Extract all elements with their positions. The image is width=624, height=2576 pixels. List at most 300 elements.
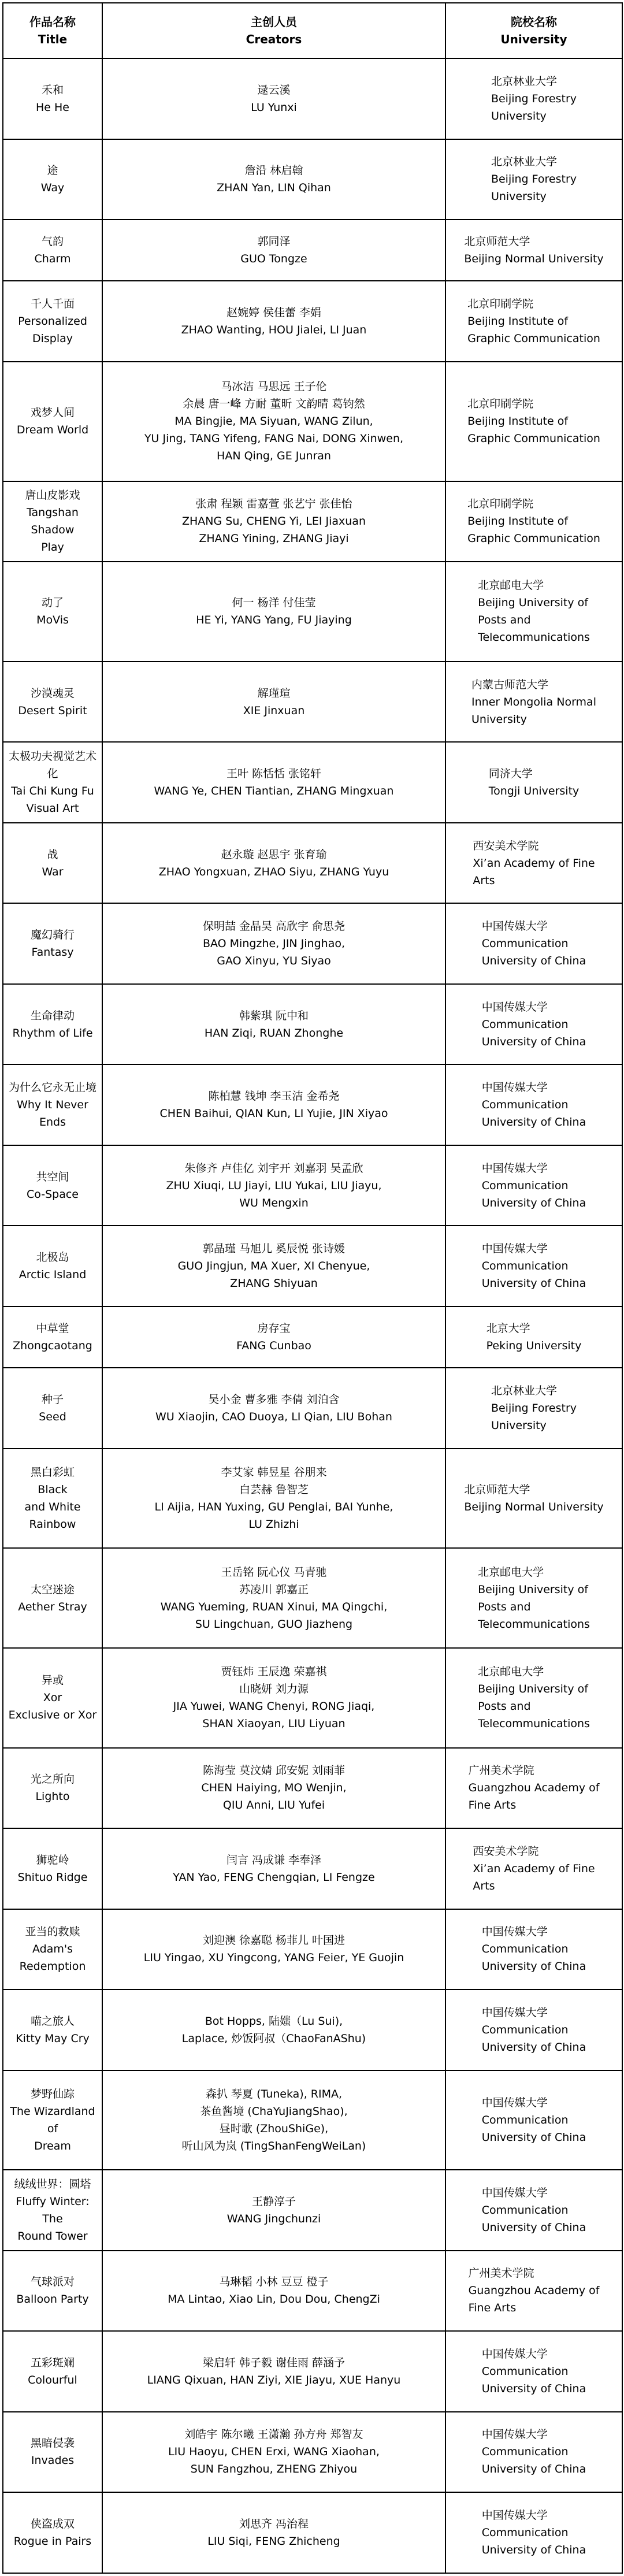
university-line: 北京印刷学院 — [467, 298, 534, 311]
creators-line: 马冰洁 马思远 王子伦 — [221, 380, 327, 394]
university-cell — [445, 281, 622, 362]
creators-line: ZHANG Shiyuan — [230, 1277, 318, 1290]
university-text — [464, 233, 603, 268]
table-row — [3, 823, 622, 904]
creators-line: 山晓妍 刘力源 — [239, 1683, 309, 1696]
title-line: Xor — [43, 1691, 62, 1705]
university-line: University — [491, 109, 547, 123]
creators-text — [106, 1391, 441, 1426]
university-text — [478, 1663, 590, 1732]
table-row — [3, 1748, 622, 1829]
title-line: 中草堂 — [36, 1322, 69, 1335]
creators-cell — [102, 2251, 445, 2332]
university-line: University of China — [481, 1035, 586, 1048]
title-cell — [3, 1064, 102, 1145]
university-line: Beijing Forestry — [491, 92, 577, 105]
creators-text — [106, 1464, 441, 1533]
creators-cell — [102, 662, 445, 743]
title-cell — [3, 2170, 102, 2251]
creators-line: WU Xiaojin, CAO Duoya, LI Qian, LIU Bohan — [155, 1410, 392, 1423]
header-title-cell — [3, 3, 102, 58]
university-cell — [445, 1306, 622, 1368]
university-cell — [445, 481, 622, 562]
university-line: 北京林业大学 — [491, 155, 557, 169]
creators-line: LU Yunxi — [251, 101, 297, 114]
creators-line: LIU Haoyu, CHEN Erxi, WANG Xiaohan, — [168, 2445, 380, 2459]
title-cell — [3, 2492, 102, 2573]
university-line: 中国传媒大学 — [481, 2186, 548, 2199]
table-row — [3, 281, 622, 362]
title-text — [7, 81, 98, 116]
creators-line: 陈海莹 莫汶婧 邱安妮 刘雨菲 — [202, 1764, 346, 1777]
table-row — [3, 1989, 622, 2070]
creators-line: 房存宝 — [257, 1322, 291, 1335]
title-cell — [3, 362, 102, 481]
title-line: 动了 — [41, 596, 64, 610]
title-text — [7, 1464, 98, 1533]
university-line: Communication — [481, 1260, 569, 1273]
works-table-body — [3, 58, 622, 2573]
table-row — [3, 1548, 622, 1648]
title-cell — [3, 1548, 102, 1648]
creators-text — [106, 1240, 441, 1292]
title-line: 太极功夫视觉艺术化 — [8, 750, 96, 781]
university-line: 中国传媒大学 — [481, 2096, 548, 2109]
university-cell — [445, 984, 622, 1065]
creators-line: ZHAO Wanting, HOU Jialei, LI Juan — [181, 324, 367, 337]
university-line: Arts — [473, 874, 495, 887]
creators-cell — [102, 1989, 445, 2070]
creators-text — [106, 2426, 441, 2478]
title-cell — [3, 562, 102, 662]
university-line: University of China — [481, 955, 586, 968]
creators-cell — [102, 562, 445, 662]
university-line: 北京印刷学院 — [467, 498, 534, 511]
university-line: Arts — [473, 1879, 495, 1892]
creators-text — [106, 2273, 441, 2308]
title-line: 气球派对 — [30, 2276, 75, 2289]
creators-line: 赵永璇 赵思宇 张育瑜 — [221, 848, 327, 861]
title-cell — [3, 281, 102, 362]
university-cell — [445, 1989, 622, 2070]
title-line: Dream — [34, 2139, 71, 2152]
creators-text — [106, 304, 441, 339]
university-text — [473, 837, 595, 889]
title-text — [7, 1770, 98, 1805]
creators-line: ZHAN Yan, LIN Qihan — [217, 181, 331, 195]
university-line: 北京邮电大学 — [478, 579, 544, 592]
creators-line: 刘思齐 冯治程 — [239, 2518, 309, 2531]
title-cell — [3, 1909, 102, 1990]
title-text — [7, 2273, 98, 2308]
university-line: 中国传媒大学 — [481, 1081, 548, 1094]
university-line: University of China — [481, 1960, 586, 1973]
creators-line: HE Yi, YANG Yang, FU Jiaying — [196, 614, 352, 627]
title-text — [7, 748, 98, 817]
creators-line: 吴小金 曹多雅 李倩 刘泊含 — [208, 1393, 340, 1406]
title-text — [7, 2085, 98, 2155]
title-line: 种子 — [41, 1393, 64, 1406]
header-title-en: Title — [38, 32, 68, 46]
title-line: 绒绒世界：圆塔 — [14, 2177, 91, 2191]
university-line: Posts and — [478, 1700, 531, 1713]
creators-text — [106, 233, 441, 268]
creators-cell — [102, 220, 445, 281]
header-creators-zh: 主创人员 — [251, 15, 297, 29]
title-text — [7, 404, 98, 439]
creators-text — [106, 846, 441, 881]
university-text — [469, 1762, 600, 1814]
creators-cell — [102, 1648, 445, 1748]
title-text — [7, 1391, 98, 1426]
title-cell — [3, 1989, 102, 2070]
creators-cell — [102, 1748, 445, 1829]
table-row — [3, 1145, 622, 1226]
university-cell — [445, 562, 622, 662]
creators-line: HAN Ziqi, RUAN Zhonghe — [204, 1026, 344, 1040]
creators-cell — [102, 2170, 445, 2251]
university-text — [482, 918, 586, 970]
creators-cell — [102, 1145, 445, 1226]
creators-line: 朱修齐 卢佳亿 刘宇开 刘嘉羽 吴孟欣 — [184, 1161, 363, 1175]
title-line: Arctic Island — [18, 1268, 87, 1282]
title-line: 光之所向 — [30, 1773, 75, 1786]
title-text — [7, 846, 98, 881]
creators-line: LIU Siqi, FENG Zhicheng — [207, 2535, 340, 2548]
creators-line: 王静淳子 — [251, 2195, 296, 2208]
creators-line: LIANG Qixuan, HAN Ziyi, XIE Jiayu, XUE Hanyu — [147, 2373, 401, 2386]
table-row — [3, 1648, 622, 1748]
university-line: Communication — [481, 2526, 569, 2540]
university-line: Communication — [481, 1943, 569, 1956]
university-cell — [445, 2070, 622, 2170]
creators-line: MA Lintao, Xiao Lin, Dou Dou, ChengZi — [168, 2293, 380, 2306]
university-cell — [445, 1909, 622, 1990]
university-cell — [445, 1748, 622, 1829]
title-text — [7, 1249, 98, 1283]
title-line: 千人千面 — [30, 298, 75, 311]
creators-line: ZHANG Su, CHENG Yi, LEI Jiaxuan — [181, 515, 366, 528]
creators-line: 茶鱼酱境 (ChaYuJiangShao), — [200, 2104, 348, 2118]
creators-line: WANG Ye, CHEN Tiantian, ZHANG Mingxuan — [154, 785, 394, 798]
university-text — [478, 1564, 590, 1633]
university-line: Beijing Forestry — [491, 173, 577, 186]
table-row — [3, 662, 622, 743]
creators-cell — [102, 2492, 445, 2573]
creators-text — [106, 1762, 441, 1814]
creators-line: 闫言 冯成谦 李奉泽 — [226, 1853, 322, 1866]
title-line: 魔幻骑行 — [30, 929, 75, 942]
creators-text — [106, 1320, 441, 1354]
header-university-cell — [445, 3, 622, 58]
creators-text — [106, 378, 441, 465]
university-line: Peking University — [486, 1339, 582, 1352]
university-text — [482, 1240, 586, 1292]
title-line: 梦野仙踪 — [30, 2087, 75, 2100]
creators-line: 保明喆 金晶昊 高欣宇 俞思尧 — [202, 920, 346, 933]
university-text — [482, 1160, 586, 1212]
creators-text — [106, 594, 441, 629]
university-line: Telecommunications — [478, 1617, 590, 1631]
creators-line: 陈柏慧 钱坤 李玉洁 金希尧 — [208, 1090, 340, 1103]
university-cell — [445, 823, 622, 904]
title-line: 禾和 — [41, 83, 64, 96]
creators-line: WANG Yueming, RUAN Xinui, MA Qingchi, — [160, 1600, 388, 1613]
university-line: University — [491, 190, 547, 203]
creators-cell — [102, 2331, 445, 2412]
creators-line: WU Mengxin — [239, 1196, 309, 1209]
title-line: 亚当的救赎 — [25, 1925, 80, 1939]
title-line: Seed — [39, 1410, 66, 1423]
title-line: Co-Space — [27, 1187, 79, 1201]
title-cell — [3, 220, 102, 281]
creators-cell — [102, 1368, 445, 1449]
title-text — [7, 926, 98, 961]
title-cell — [3, 742, 102, 823]
university-text — [467, 295, 600, 347]
creators-cell — [102, 481, 445, 562]
university-line: Telecommunications — [478, 631, 590, 644]
university-line: 同济大学 — [488, 767, 533, 781]
university-line: Beijing Forestry — [491, 1401, 577, 1415]
title-line: Tangshan Shadow — [27, 506, 79, 537]
title-cell — [3, 903, 102, 984]
title-line: Invades — [31, 2454, 75, 2467]
table-row — [3, 903, 622, 984]
title-text — [7, 2434, 98, 2469]
university-text — [489, 765, 580, 800]
university-text — [482, 1079, 586, 1131]
header-title-zh: 作品名称 — [29, 15, 76, 29]
title-cell — [3, 1306, 102, 1368]
creators-text — [106, 2193, 441, 2228]
creators-line: ZHAO Yongxuan, ZHAO Siyu, ZHANG Yuyu — [158, 865, 389, 878]
creators-line: QIU Anni, LIU Yufei — [222, 1799, 325, 1812]
title-line: Rogue in Pairs — [13, 2535, 92, 2548]
creators-cell — [102, 1306, 445, 1368]
table-row — [3, 2170, 622, 2251]
creators-line: 王叶 陈恬恬 张铭轩 — [226, 767, 322, 781]
creators-cell — [102, 1064, 445, 1145]
creators-line: LI Aijia, HAN Yuxing, GU Penglai, BAI Yunhe, — [154, 1500, 393, 1513]
creators-cell — [102, 903, 445, 984]
university-text — [482, 2345, 586, 2397]
table-row — [3, 1828, 622, 1909]
creators-line: 解瑾瑄 — [257, 686, 291, 700]
title-line: Why It Never Ends — [17, 1098, 88, 1129]
creators-line: SUN Fangzhou, ZHENG Zhiyou — [190, 2463, 358, 2476]
creators-line: FANG Cunbao — [236, 1339, 311, 1352]
university-cell — [445, 1064, 622, 1145]
title-text — [7, 1851, 98, 1886]
university-text — [467, 495, 600, 547]
university-cell — [445, 2492, 622, 2573]
university-text — [482, 2004, 586, 2056]
creators-line: 郭晶瑾 马旭儿 奚辰悦 张诗媛 — [202, 1242, 346, 1256]
creators-line: 梁启轩 韩子毅 谢佳雨 薛涵予 — [202, 2356, 346, 2369]
title-line: Rhythm of Life — [12, 1026, 93, 1040]
title-line: 唐山皮影戏 — [25, 489, 80, 502]
title-line: Redemption — [19, 1960, 86, 1973]
university-line: Fine Arts — [468, 2302, 517, 2315]
title-line: Lighto — [35, 1790, 70, 1803]
table-row — [3, 2492, 622, 2573]
creators-cell — [102, 742, 445, 823]
title-line: Adam's — [32, 1943, 73, 1956]
title-line: Zhongcaotang — [13, 1339, 92, 1352]
university-line: 北京林业大学 — [491, 75, 557, 88]
header-creators-en: Creators — [246, 32, 302, 46]
table-row — [3, 1368, 622, 1449]
title-text — [7, 2354, 98, 2389]
title-text — [7, 594, 98, 629]
university-line: University of China — [481, 2382, 586, 2395]
table-row — [3, 1449, 622, 1549]
university-line: Inner Mongolia Normal — [471, 695, 596, 708]
university-cell — [445, 742, 622, 823]
title-cell — [3, 481, 102, 562]
title-cell — [3, 984, 102, 1065]
title-cell — [3, 58, 102, 139]
university-text — [491, 153, 577, 205]
university-line: Beijing University of — [478, 1683, 588, 1696]
university-text — [478, 577, 590, 646]
university-cell — [445, 362, 622, 481]
university-text — [486, 1320, 582, 1354]
creators-cell — [102, 1828, 445, 1909]
university-line: 西安美术学院 — [473, 1844, 539, 1858]
title-text — [7, 1168, 98, 1203]
creators-line: GUO Jingjun, MA Xuer, XI Chenyue, — [177, 1260, 370, 1273]
university-line: Communication — [481, 2203, 569, 2217]
title-line: 侠盗成双 — [30, 2518, 75, 2531]
creators-text — [106, 1160, 441, 1212]
title-line: 戏梦人间 — [30, 406, 75, 420]
title-line: 气韵 — [41, 235, 64, 248]
creators-text — [106, 918, 441, 970]
university-line: University of China — [481, 1196, 586, 1209]
header-university-zh: 院校名称 — [511, 15, 557, 29]
university-cell — [445, 1648, 622, 1748]
title-line: Play — [41, 541, 64, 554]
title-line: MoVis — [36, 614, 69, 627]
creators-line: JIA Yuwei, WANG Chenyi, RONG Jiaqi, — [173, 1700, 375, 1713]
creators-text — [106, 2013, 441, 2047]
title-line: The Wizardland of — [10, 2104, 95, 2135]
title-line: War — [42, 865, 64, 878]
creators-line: HAN Qing, GE Junran — [217, 450, 331, 463]
creators-line: 白芸赫 鲁智芝 — [239, 1483, 309, 1496]
university-line: 中国传媒大学 — [481, 2006, 548, 2019]
university-text — [482, 2094, 586, 2146]
creators-line: LIU Yingao, XU Yingcong, YANG Feier, YE Guojin — [143, 1951, 404, 1965]
title-line: Fantasy — [31, 946, 74, 959]
creators-line: 詹沿 林启翰 — [244, 164, 303, 177]
creators-line: 赵婉婷 侯佳蕾 李娟 — [226, 306, 322, 320]
university-line: Beijing Normal University — [464, 253, 604, 266]
creators-cell — [102, 2070, 445, 2170]
university-cell — [445, 139, 622, 220]
university-line: Graphic Communication — [467, 432, 600, 446]
university-cell — [445, 220, 622, 281]
title-line: 喵之旅人 — [30, 2014, 75, 2028]
creators-line: 何一 杨洋 付佳莹 — [232, 596, 316, 610]
title-line: Way — [40, 181, 65, 195]
title-line: and White Rainbow — [24, 1500, 81, 1531]
table-row — [3, 2412, 622, 2493]
university-text — [491, 73, 577, 125]
creators-line: 余晨 唐一峰 方耐 董昕 文韵晴 葛钧然 — [183, 398, 365, 411]
creators-cell — [102, 1226, 445, 1306]
table-row — [3, 1064, 622, 1145]
university-line: University of China — [481, 2544, 586, 2557]
creators-line: 刘迎澳 徐嘉聪 杨菲儿 叶国进 — [202, 1934, 346, 1947]
title-cell — [3, 1828, 102, 1909]
title-line: Personalized — [18, 315, 87, 328]
title-text — [7, 1923, 98, 1975]
university-line: 中国传媒大学 — [481, 920, 548, 933]
title-cell — [3, 662, 102, 743]
header-creators-cell — [102, 3, 445, 58]
university-line: Beijing Institute of — [467, 515, 569, 528]
title-text — [7, 487, 98, 556]
university-line: Xi’an Academy of Fine — [473, 1862, 595, 1875]
title-text — [7, 2013, 98, 2047]
creators-line: 昼时歌 (ZhouShiGe), — [219, 2122, 329, 2135]
creators-cell — [102, 362, 445, 481]
title-text — [7, 162, 98, 196]
university-line: Beijing Institute of — [467, 415, 569, 428]
header-university-en: University — [500, 32, 567, 46]
title-cell — [3, 1368, 102, 1449]
university-line: 中国传媒大学 — [481, 1242, 548, 1256]
table-row — [3, 362, 622, 481]
creators-line: YU Jing, TANG Yifeng, FANG Nai, DONG Xinwen, — [144, 432, 404, 446]
creators-line: SU Lingchuan, GUO Jiazheng — [195, 1617, 353, 1631]
university-line: Communication — [481, 2023, 569, 2036]
university-cell — [445, 1368, 622, 1449]
university-line: Posts and — [478, 1600, 531, 1613]
university-line: University of China — [481, 1116, 586, 1129]
university-line: 中国传媒大学 — [481, 1925, 548, 1939]
creators-line: MA Bingjie, MA Siyuan, WANG Zilun, — [174, 415, 373, 428]
table-row — [3, 2251, 622, 2332]
university-cell — [445, 2331, 622, 2412]
title-line: Charm — [34, 253, 71, 266]
university-line: University — [491, 1419, 547, 1432]
table-row — [3, 742, 622, 823]
title-cell — [3, 2251, 102, 2332]
university-line: 北京师范大学 — [464, 235, 530, 248]
university-line: Beijing Institute of — [467, 315, 569, 328]
title-line: Kitty May Cry — [16, 2032, 90, 2045]
title-line: 狮驼岭 — [36, 1853, 69, 1866]
university-line: Guangzhou Academy of — [468, 2284, 600, 2297]
university-text — [467, 395, 600, 447]
university-line: University of China — [481, 2130, 586, 2144]
creators-text — [106, 495, 441, 547]
university-line: 中国传媒大学 — [481, 2509, 548, 2522]
university-line: 北京邮电大学 — [478, 1565, 544, 1579]
university-text — [491, 1382, 577, 1434]
university-cell — [445, 58, 622, 139]
university-line: Communication — [481, 1179, 569, 1192]
creators-line: 逯云溪 — [257, 83, 291, 96]
university-line: 中国传媒大学 — [481, 2347, 548, 2360]
creators-text — [106, 765, 441, 800]
creators-text — [106, 162, 441, 196]
title-line: Shituo Ridge — [17, 1870, 88, 1884]
